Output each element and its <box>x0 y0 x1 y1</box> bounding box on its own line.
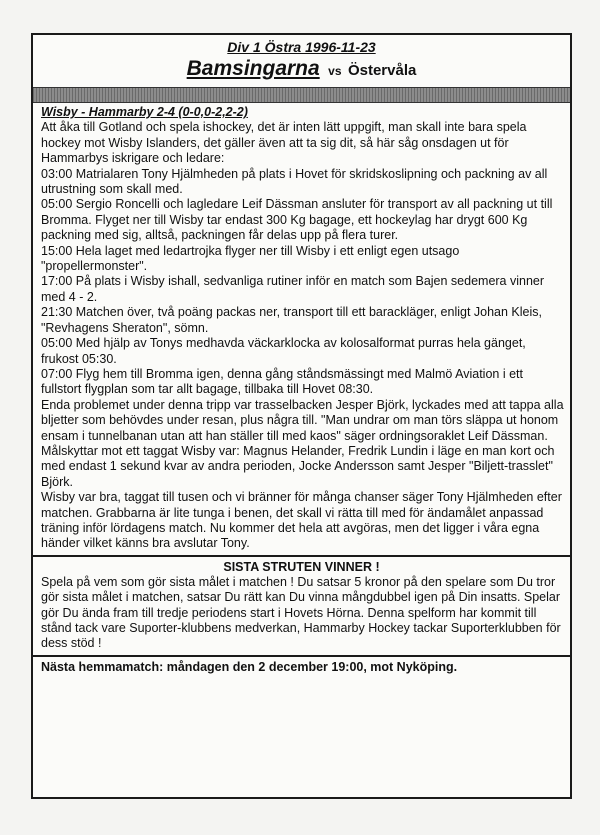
header <box>33 35 570 84</box>
report-scorers: Målskyttar mot ett taggat Wisby var: Magnus Helander, Fredrik Lundin i läge en man kort och med endast 1 sekund kvar av andra perioden, Jocke Andersson samt Jesper "Biljett-trasslet" Björk. <box>41 443 555 489</box>
promo-title: SISTA STRUTEN VINNER ! <box>223 559 380 574</box>
division-date: Div 1 Östra 1996-11-23 <box>227 39 376 55</box>
report-paragraph: 05:00 Med hjälp av Tonys medhavda väckarklocka av kolosalformat purras hela gänget, frukost 05:30. <box>41 336 526 366</box>
report-heading: Wisby - Hammarby 2-4 (0-0,0-2,2-2) <box>41 105 248 119</box>
report-paragraph: 03:00 Matrialaren Tony Hjälmheden på plats i Hovet för skridskoslipning och packning av all utrustning som skall med. <box>41 166 548 197</box>
section-divider <box>33 555 570 557</box>
home-team: Bamsingarna <box>186 57 320 80</box>
report-paragraph: 21:30 Matchen över, två poäng packas ner, transport till ett barackläger, enligt Johan Kleis, "Revhagens Sheraton", sömn. <box>41 305 542 335</box>
away-team: Östervåla <box>347 62 417 79</box>
promo-body: Spela på vem som gör sista målet i matchen ! Du satsar 5 kronor på den spelare som Du tror gör sista målet i matchen, satsar Du rätt kan Du vinna mångdubbel igen på Din insatts. Spelar gör Du ända fram till tredje periodens start i Hovets Hörna. Denna spelform har kommit till stånd tack vare Suporter-klubbens medverkan, Hammarby Hockey tackar Suporterklubben för dess stöd ! <box>41 574 561 651</box>
next-match: Nästa hemmamatch: måndagen den 2 december 19:00, mot Nyköping. <box>33 655 570 675</box>
match-report <box>33 105 570 552</box>
report-quote: Wisby var bra, taggat till tusen och vi bränner för många chanser säger Tony Hjälmheden efter matchen. Grabbarna är lite tunga i benen, det skall vi rätta till med för ändamålet anpassad träning inför lördagens match. Nu kommer det hela att avgöras, men det ligger i våra egna händer vilket känns bra avslutar Tony. <box>41 490 562 551</box>
report-paragraph: 07:00 Flyg hem till Bromma igen, denna gång ståndsmässingt med Malmö Aviation i ett fullstort flygplan som tar allt bagage, tillbaka till Hovet 08:30. <box>41 366 523 397</box>
report-paragraph: 17:00 På plats i Wisby ishall, sedvanliga rutiner inför en match som Bajen sedemera vinner med 4 - 2. <box>41 274 545 304</box>
header-band <box>33 87 570 103</box>
report-paragraph: Enda problemet under denna tripp var trasselbacken Jesper Björk, lyckades med att tappa alla bljetter som behövdes under resan, plus några till. "Man undrar om man törs släppa ut honom ensam i tunnelbanan utan att han ställer till med kaos" säger ordningsoraklet Leif Dässman. <box>41 397 564 443</box>
vs-label: vs <box>328 64 342 78</box>
report-paragraph: 05:00 Sergio Roncelli och lagledare Leif Dässman ansluter för transport av all packning ut till Bromma. Flyget ner till Wisby tar endast 300 Kg bagage, ett hockeylag har drygt 600 Kg packning med sig, alltså, packningen får delas upp på flera turer. <box>41 197 553 243</box>
program-sheet <box>31 33 572 799</box>
matchup-title <box>33 56 570 84</box>
report-intro: Att åka till Gotland och spela ishockey, det är inten lätt uppgift, man skall inte bara spela hockey mot Wisby Islanders, det gäller även att ta sig dit, så här såg onsdagen ut för Hammarbys iskrigare och ledare: <box>41 120 527 166</box>
report-paragraph: 15:00 Hela laget med ledartrojka flyger ner till Wisby i ett enligt egen utsago "propellermonster". <box>41 243 460 274</box>
